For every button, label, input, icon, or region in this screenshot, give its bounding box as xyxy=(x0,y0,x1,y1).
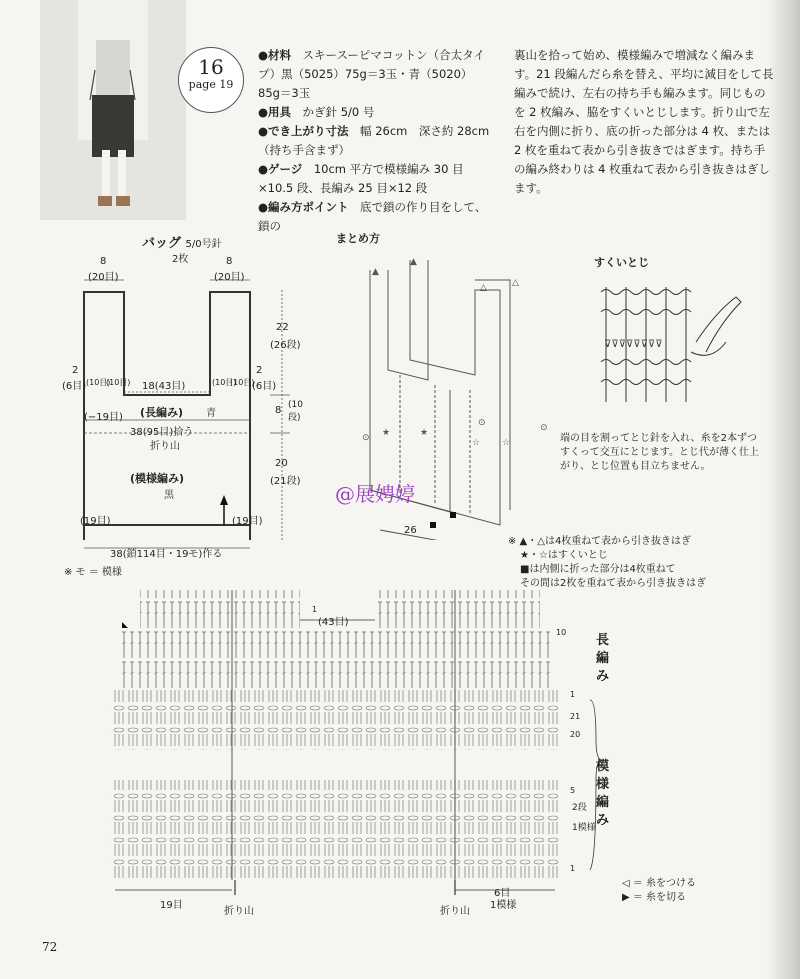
lower-height: 20 xyxy=(275,458,288,469)
page-number: 72 xyxy=(42,940,58,954)
chart-row-label: 21 xyxy=(570,712,581,721)
assembly-width: 26 xyxy=(404,525,417,536)
corner-stitches-right: (19目) xyxy=(232,516,263,527)
lower-rows: (21段) xyxy=(270,476,301,487)
svg-text:☆: ☆ xyxy=(502,438,511,448)
sukui-text: 端の目を割ってとじ針を入れ、糸を2本ずつすくって交互にとじます。とじ代が薄く仕上がり、とじ位置も目立ちません。 xyxy=(560,433,759,472)
pattern-number: 16 xyxy=(198,55,224,79)
corner-stitches-left: (19目) xyxy=(80,516,111,527)
upper-color: 青 xyxy=(206,408,216,419)
material-line: ●材料 スキースーピマコットン（合太タイプ）黒（5025）75g＝3玉・青（5020）85g＝3玉 xyxy=(258,48,485,100)
side-stitches-right: (6目) xyxy=(252,381,277,392)
chart-motif-stitches: 6目 xyxy=(494,888,511,899)
chart-row-label: 5 xyxy=(570,786,576,795)
handle-width-right: 8 xyxy=(226,256,233,267)
inner-stitches-right: (10目) xyxy=(212,378,237,387)
inner-stitches-left2: (10目) xyxy=(106,378,131,387)
tools-line: ●用具 かぎ針 5/0 号 xyxy=(258,105,375,119)
inner-stitches-left: (10目) xyxy=(86,378,111,387)
chart-repeat-unit: 1模様 xyxy=(572,823,596,833)
chart-fold-right: 折り山 xyxy=(440,906,470,917)
handle-width-left: 8 xyxy=(100,256,107,267)
chart-right-row: 10 xyxy=(556,628,567,637)
upper-height: 8 xyxy=(275,405,282,416)
assembly-note-4: その間は2枚を重ねて表から引き抜きはぎ xyxy=(520,578,707,589)
chart-row-label: 1 xyxy=(570,864,576,873)
upper-rows: (10段) xyxy=(288,400,303,423)
handle-stitches-right: (20目) xyxy=(214,272,245,283)
svg-text:★: ★ xyxy=(420,428,429,438)
lower-color: 黒 xyxy=(164,490,174,501)
chart-motif-unit: 1模様 xyxy=(490,900,517,911)
side-stitches-left: (6目) xyxy=(62,381,87,392)
handle-rows: (26段) xyxy=(270,340,301,351)
assembly-note-2: ★・☆はすくいとじ xyxy=(520,550,608,561)
svg-text:⊙: ⊙ xyxy=(362,433,370,443)
svg-text:△: △ xyxy=(480,283,487,293)
upper-section-label: (長編み) xyxy=(140,406,184,419)
gap-width: 18(43目) xyxy=(142,381,186,392)
bag-note: ※ モ ＝ 模様 xyxy=(64,567,122,578)
chart-top-row: 1 xyxy=(312,605,318,614)
svg-text:★: ★ xyxy=(382,428,391,438)
side-width-right: 2 xyxy=(256,365,263,376)
svg-text:⊙: ⊙ xyxy=(540,423,548,433)
chart-repeat-rows: 2段 xyxy=(572,803,587,813)
side-width-left: 2 xyxy=(72,365,79,376)
assembly-title: まとめ方 xyxy=(336,232,380,245)
svg-text:▲: ▲ xyxy=(372,267,379,277)
chart-row-label: 1 xyxy=(570,690,576,699)
legend-attach-yarn: ◁ ＝ 糸をつける xyxy=(622,878,697,889)
size-line: ●でき上がり寸法 幅 26cm 深さ約 28cm（持ち手含まず） xyxy=(258,124,490,157)
bag-count: 2枚 xyxy=(172,254,189,265)
chart-fold-left: 折り山 xyxy=(224,906,254,917)
chart-row-label: 20 xyxy=(570,730,581,739)
fold-line-label: 折り山 xyxy=(150,441,180,452)
pickup-stitches: 38(95目)拾う xyxy=(130,427,194,438)
point-line: ●編み方ポイント 底で鎖の作り目をして、鎖の xyxy=(258,200,487,233)
chart-top-stitches: (43目) xyxy=(318,617,349,628)
svg-text:▲: ▲ xyxy=(410,257,417,267)
inner-stitches-right2: (10目) xyxy=(230,378,255,387)
page-reference: page 19 xyxy=(188,78,234,91)
svg-text:☆: ☆ xyxy=(472,438,481,448)
sukui-title: すくいとじ xyxy=(594,256,649,269)
watermark: @展娉婷 xyxy=(335,482,415,506)
svg-text:⊽⊽⊽⊽⊽⊽⊽⊽: ⊽⊽⊽⊽⊽⊽⊽⊽ xyxy=(604,339,663,350)
base-chain: 38(鎖114目・19モ)作る xyxy=(110,549,223,560)
chart-long-label: 長編み xyxy=(596,633,610,684)
legend-cut-yarn: ▶ ＝ 糸を切る xyxy=(622,892,687,903)
lower-section-label: (模様編み) xyxy=(130,472,185,485)
assembly-note-3: ■は内側に折った部分は4枚重ねて xyxy=(520,564,676,575)
chart-bottom-stitches: 19目 xyxy=(160,900,183,911)
instruction-text: 裏山を拾って始め、模様編みで増減なく編みます。21 段編んだら糸を替え、平均に減目をして長編みで続け、左右の持ち手も編みます。同じものを 2 枚編み、脇をすくいとじします。折り山で左右を内側に折り、底の折った部分は 4 枚、または 2 枚を重ねて表から引き抜きではぎます。持ち手の編み終わりは 4 枚重ねて表から引き抜きはぎします。 xyxy=(514,48,774,195)
svg-text:△: △ xyxy=(512,278,519,288)
handle-height: 22 xyxy=(276,322,289,333)
handle-stitches-left: (20目) xyxy=(88,272,119,283)
chart-pattern-label: 模様編み xyxy=(596,759,610,828)
svg-text:⊙: ⊙ xyxy=(478,418,486,428)
assembly-note-1: ※ ▲・△は4枚重ねて表から引き抜きはぎ xyxy=(508,536,692,547)
decrease-stitches: (−19目) xyxy=(84,412,123,423)
gauge-line: ●ゲージ 10cm 平方で模様編み 30 目×10.5 段、長編み 25 目×12 段 xyxy=(258,162,464,195)
bag-title: バッグ 5/0号針 xyxy=(142,236,222,251)
